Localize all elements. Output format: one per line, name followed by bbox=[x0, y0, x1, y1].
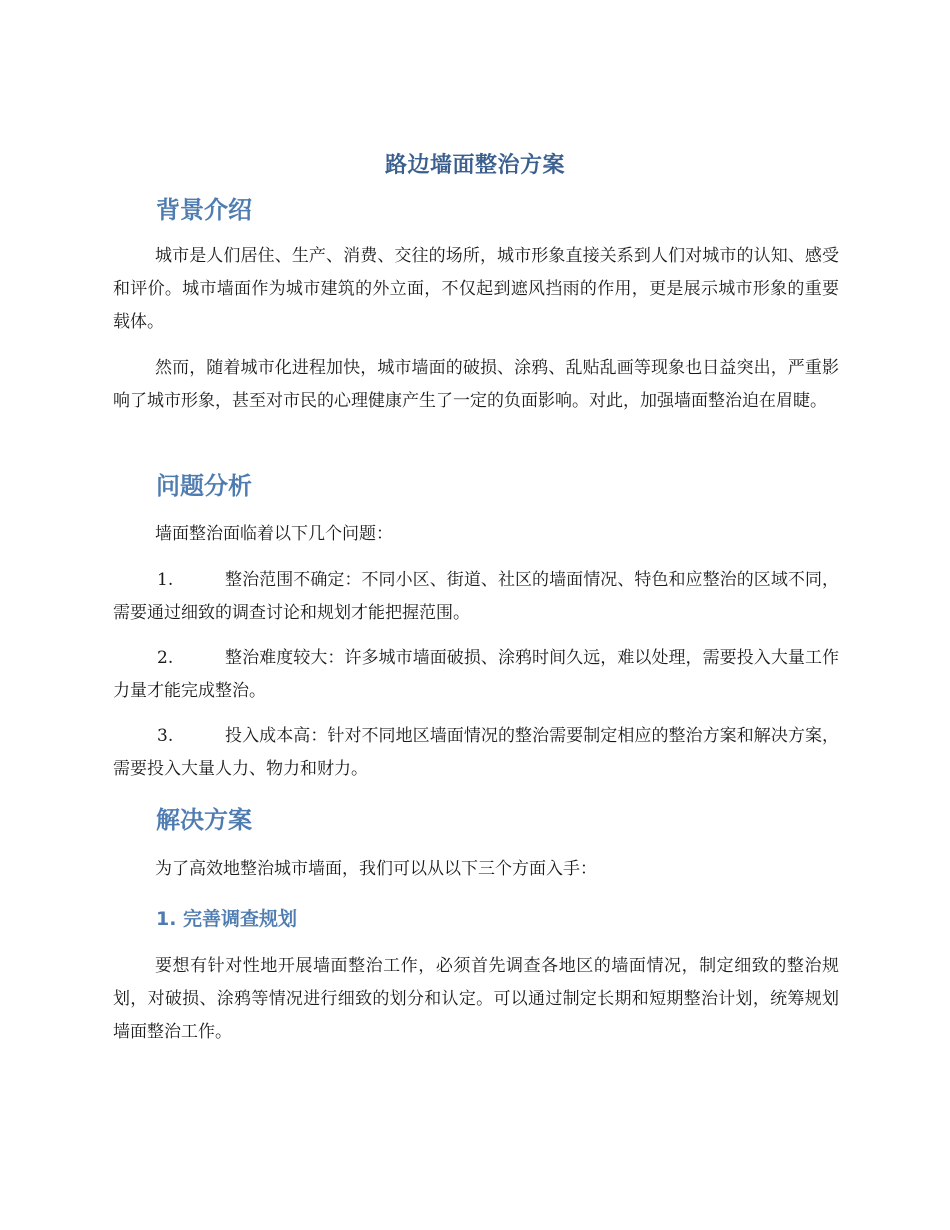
paragraph-survey-planning: 要想有针对性地开展墙面整治工作，必须首先调查各地区的墙面情况，制定细致的整治规划，对破损、涂鸦等情况进行细致的划分和认定。可以通过制定长期和短期整治计划，统筹规划墙面整治工作。 bbox=[113, 956, 839, 1042]
subheading-survey-planning: 1. 完善调查规划 bbox=[156, 908, 298, 930]
list-item-number: 2. bbox=[157, 648, 174, 668]
heading-solution: 解决方案 bbox=[156, 806, 252, 834]
heading-analysis: 问题分析 bbox=[156, 472, 252, 500]
paragraph-background-2: 然而，随着城市化进程加快，城市墙面的破损、涂鸦、乱贴乱画等现象也日益突出，严重影响了城市形象，甚至对市民的心理健康产生了一定的负面影响。对此，加强墙面整治迫在眉睫。 bbox=[113, 358, 839, 411]
list-item-text: 整治范围不确定：不同小区、街道、社区的墙面情况、特色和应整治的区域不同，需要通过细致的调查讨论和规划才能把握范围。 bbox=[113, 570, 839, 623]
list-item bbox=[113, 564, 839, 630]
list-item bbox=[113, 720, 839, 786]
list-item-text: 整治难度较大：许多城市墙面破损、涂鸦时间久远，难以处理，需要投入大量工作力量才能完成整治。 bbox=[113, 648, 839, 701]
heading-background: 背景介绍 bbox=[156, 196, 252, 224]
list-item bbox=[113, 642, 839, 708]
paragraph-background-1: 城市是人们居住、生产、消费、交往的场所，城市形象直接关系到人们对城市的认知、感受和评价。城市墙面作为城市建筑的外立面，不仅起到遮风挡雨的作用，更是展示城市形象的重要载体。 bbox=[113, 246, 839, 332]
paragraph-solution-intro: 为了高效地整治城市墙面，我们可以从以下三个方面入手： bbox=[155, 859, 597, 879]
document-title: 路边墙面整治方案 bbox=[384, 153, 565, 178]
list-item-text: 投入成本高：针对不同地区墙面情况的整治需要制定相应的整治方案和解决方案，需要投入大量人力、物力和财力。 bbox=[113, 726, 839, 779]
list-item-number: 3. bbox=[157, 726, 174, 746]
list-item-number: 1. bbox=[157, 570, 174, 590]
paragraph-analysis-intro: 墙面整治面临着以下几个问题： bbox=[155, 524, 393, 544]
